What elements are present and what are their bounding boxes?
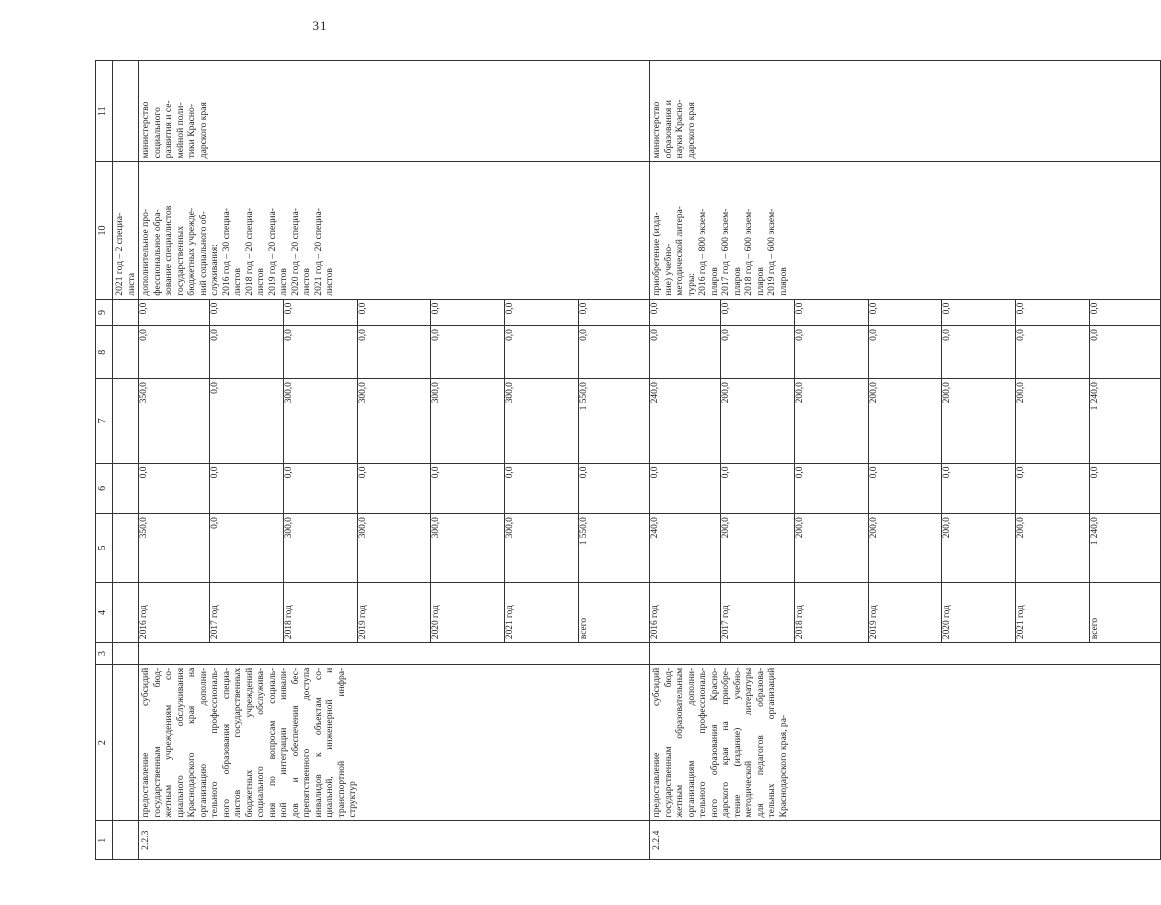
measure-description: предоставление субсидий государственным бюд- жетным учреждениям со- циального обслуживания Краснодарского края на организацию дополни- тельного профессиональ- ного образования специа- листов государственных бюджетных учреждений социального обслужива- ния по вопросам социаль- ной интеграции инвали- дов и обеспечения бес- препятственного доступа инвалидов к объектам со- циальной, инженерной и транспортной инфра- структур (139, 664, 650, 821)
column-header: 4 (96, 582, 113, 642)
column-header: 9 (96, 299, 113, 326)
page-number: 31 (312, 18, 328, 33)
measure-description: предоставление субсидий государственным бюд- жетным образовательным организациям дополни- тельного профессиональ- ного образования Красно- дарского края на приобре- тение (издание) учебно- методической литературы для педагогов образова- тельных организаций Краснодарского края, ра- (650, 664, 1161, 821)
regional-budget-column: 240,0 200,0 200,0 200,0 200,0 200,0 1 240,0 (650, 379, 1161, 463)
column-header: 5 (96, 514, 113, 583)
program-measures-table (95, 60, 1161, 860)
total-amount-column: 240,0 200,0 200,0 200,0 200,0 200,0 1 240,0 (650, 514, 1161, 583)
regional-budget-column: 350,0 0,0 300,0 300,0 300,0 300,0 1 550,0 (139, 379, 650, 463)
extra-budget-column: 0,0 0,0 0,0 0,0 0,0 0,0 0,0 (139, 299, 650, 326)
text-line: листа (125, 272, 137, 296)
expected-result: приобретение (изда- ние) учебно- методической литера- туры: 2016 год – 800 экзем- пляров 2017 год – 600 экзем- пляров 2018 год – 600 экзем- пляров 2019 год – 600 экзем- пляров (650, 162, 1161, 299)
years-column: 2016 год 2017 год 2018 год 2019 год 2020 год 2021 год всего (650, 582, 1161, 642)
federal-budget-column: 0,0 0,0 0,0 0,0 0,0 0,0 0,0 (139, 463, 650, 514)
federal-budget-column: 0,0 0,0 0,0 0,0 0,0 0,0 0,0 (650, 463, 1161, 514)
column-header: 10 (96, 162, 113, 299)
column-number-header-row (96, 61, 113, 860)
table-row-2-2-3 (139, 61, 650, 860)
column-header: 3 (96, 643, 113, 665)
column-header: 2 (96, 664, 113, 821)
years-column: 2016 год 2017 год 2018 год 2019 год 2020 год 2021 год всего (139, 582, 650, 642)
extra-budget-column: 0,0 0,0 0,0 0,0 0,0 0,0 0,0 (650, 299, 1161, 326)
column-header: 8 (96, 326, 113, 379)
expected-result: дополнительное про- фессиональное обра- зование специалистов государственных бюджетных учрежде- ний социального об- служивания: 2016 год – 30 специа- листов 2018 год – 20 специа- листов 2019 год – 20 специа- листов 2020 год – 20 специа- листов 2021 год – 20 специа- листов (139, 162, 650, 299)
column-header: 7 (96, 379, 113, 463)
row-number: 2.2.4 (650, 821, 1161, 860)
rotated-table-container (95, 60, 1101, 860)
carry-over-text (113, 162, 139, 299)
executor: министерство образования и науки Красно- дарского края (650, 61, 1161, 162)
row-number: 2.2.3 (139, 821, 650, 860)
column-header: 6 (96, 463, 113, 514)
carry-over-row (113, 61, 139, 860)
text-line: 2021 год – 2 специа- (114, 212, 125, 296)
total-amount-column: 350,0 0,0 300,0 300,0 300,0 300,0 1 550,0 (139, 514, 650, 583)
local-budget-column: 0,0 0,0 0,0 0,0 0,0 0,0 0,0 (139, 326, 650, 379)
column-header: 1 (96, 821, 113, 860)
table-row-2-2-4 (650, 61, 1161, 860)
column-header: 11 (96, 61, 113, 162)
executor: министерство социального развития и се- мейной поли- тики Красно- дарского края (139, 61, 650, 162)
local-budget-column: 0,0 0,0 0,0 0,0 0,0 0,0 0,0 (650, 326, 1161, 379)
